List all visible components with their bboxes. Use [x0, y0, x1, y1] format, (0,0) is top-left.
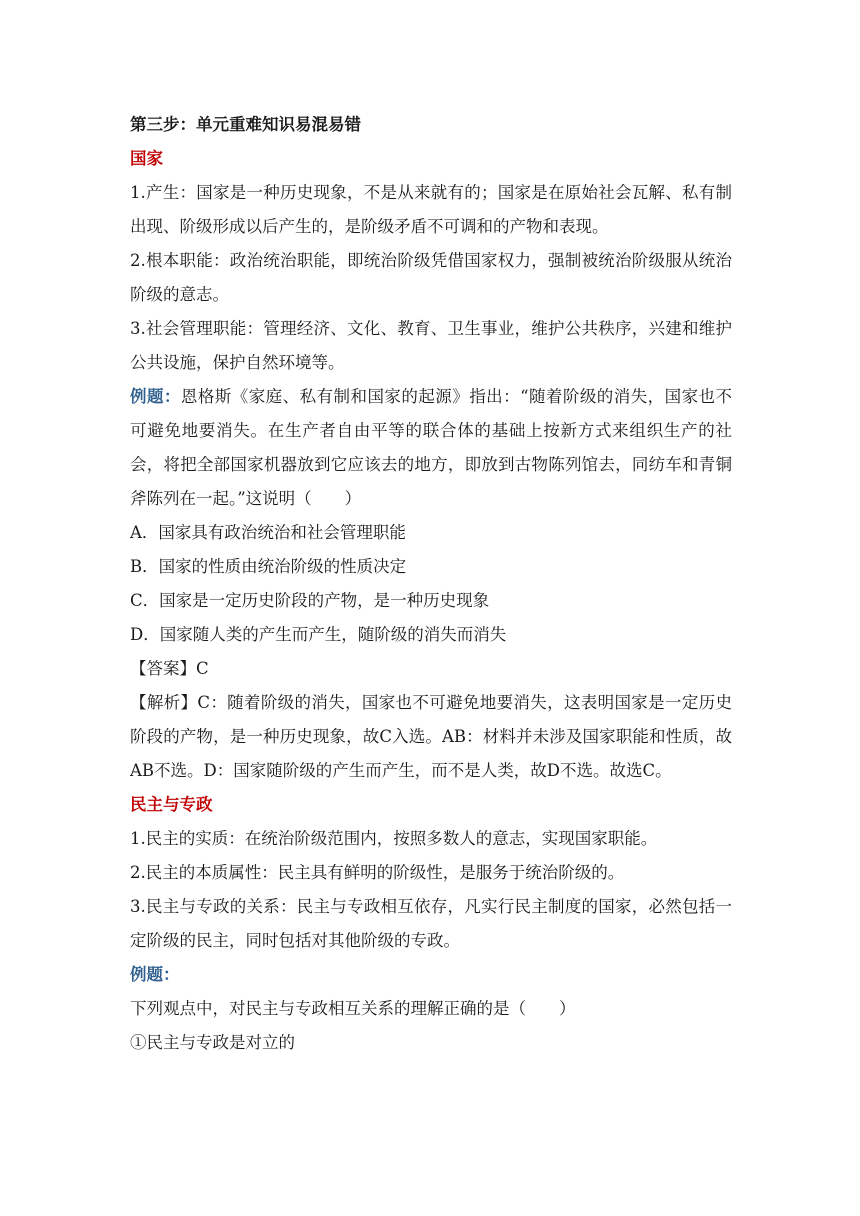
option-d: D．国家随人类的产生而产生，随阶级的消失而消失: [130, 625, 507, 644]
example-label: 例题：: [130, 387, 181, 406]
option-b: B．国家的性质由统治阶级的性质决定: [130, 557, 407, 576]
example-2-label: 例题：: [130, 965, 180, 984]
option-a: A．国家具有政治统治和社会管理职能: [130, 523, 406, 542]
example-text: 恩格斯《家庭、私有制和国家的起源》指出：“随着阶级的消失，国家也不可避免地要消失。在生产者自由平等的联合体的基础上按新方式来组织生产的社会，将把全部国家机器放到它应该去的地方，即放到古物陈列馆去，同纺车和青铜斧陈列在一起。”这说明（ ）: [130, 387, 733, 508]
point-social-management: 3.社会管理职能：管理经济、文化、教育、卫生事业，维护公共秩序，兴建和维护公共设施，保护自然环境等。: [130, 319, 732, 372]
point-attribute: 2.民主的本质属性：民主具有鲜明的阶级性，是服务于统治阶级的。: [130, 863, 625, 882]
option-c: C．国家是一定历史阶段的产物，是一种历史现象: [130, 591, 490, 610]
example-2-question: 下列观点中，对民主与专政相互关系的理解正确的是（ ）: [130, 999, 576, 1018]
step-heading: 第三步：单元重难知识易混易错: [130, 115, 361, 134]
example-2-item-1: ①民主与专政是对立的: [130, 1033, 295, 1052]
example-1: [130, 380, 732, 516]
point-origin: 1.产生：国家是一种历史现象，不是从来就有的；国家是在原始社会瓦解、私有制出现、阶级形成以后产生的，是阶级矛盾不可调和的产物和表现。: [130, 183, 732, 236]
point-essence: 1.民主的实质：在统治阶级范围内，按照多数人的意志，实现国家职能。: [130, 829, 658, 848]
analysis: 【解析】C：随着阶级的消失，国家也不可避免地要消失，这表明国家是一定历史阶段的产物，是一种历史现象，故C入选。AB：材料并未涉及国家职能和性质，故AB不选。D：国家随阶级的产生而产生，而不是人类，故D不选。故选C。: [130, 693, 732, 780]
point-fundamental-function: 2.根本职能：政治统治职能，即统治阶级凭借国家权力，强制被统治阶级服从统治阶级的意志。: [130, 251, 732, 304]
section-title-state: 国家: [130, 149, 163, 168]
section-title-democracy: 民主与专政: [130, 795, 213, 814]
answer: 【答案】C: [130, 659, 209, 678]
point-relation: 3.民主与专政的关系：民主与专政相互依存，凡实行民主制度的国家，必然包括一定阶级的民主，同时包括对其他阶级的专政。: [130, 897, 732, 950]
